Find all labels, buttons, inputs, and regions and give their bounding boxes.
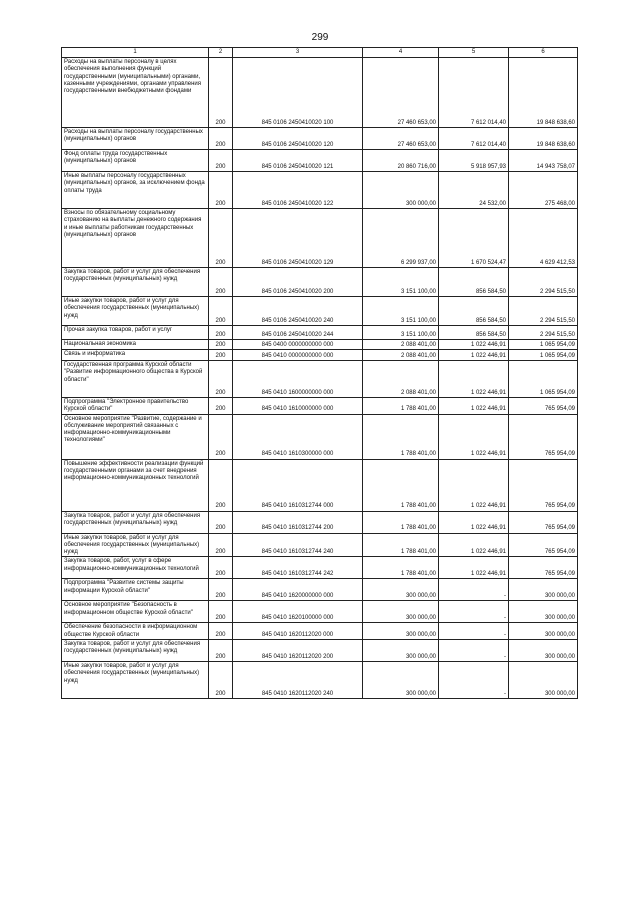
line-code-cell: 200 — [209, 361, 233, 398]
approved-amount-cell: 27 460 653,00 — [363, 58, 439, 128]
approved-amount-cell: 300 000,00 — [363, 640, 439, 662]
executed-amount-cell: - — [439, 662, 509, 699]
table-row — [62, 640, 578, 662]
unexecuted-amount-cell: 300 000,00 — [509, 662, 578, 699]
unexecuted-amount-cell: 300 000,00 — [509, 623, 578, 640]
executed-amount-cell: 24 532,00 — [439, 172, 509, 209]
table-row — [62, 128, 578, 150]
row-name-cell: Повышение эффективности реализации функций государственными органами за счет внедрения информационно-коммуникационных технологий — [62, 459, 209, 511]
row-name-cell: Обеспечение безопасности в информационном обществе Курской области — [62, 623, 209, 640]
line-code-cell: 200 — [209, 640, 233, 662]
unexecuted-amount-cell: 765 954,09 — [509, 414, 578, 459]
executed-amount-cell: 1 022 446,91 — [439, 459, 509, 511]
budget-execution-table — [61, 47, 578, 699]
executed-amount-cell: 856 584,50 — [439, 326, 509, 340]
row-name-cell: Связь и информатика — [62, 350, 209, 361]
table-row — [62, 662, 578, 699]
unexecuted-amount-cell: 2 294 515,50 — [509, 268, 578, 297]
unexecuted-amount-cell: 19 848 638,60 — [509, 128, 578, 150]
executed-amount-cell: 1 022 446,91 — [439, 350, 509, 361]
row-name-cell: Расходы на выплаты персоналу государственных (муниципальных) органов — [62, 128, 209, 150]
approved-amount-cell: 6 299 937,00 — [363, 209, 439, 268]
approved-amount-cell: 1 788 401,00 — [363, 557, 439, 579]
budget-class-code-cell: 845 0400 0000000000 000 — [233, 340, 363, 350]
executed-amount-cell: 1 022 446,91 — [439, 511, 509, 533]
line-code-cell: 200 — [209, 414, 233, 459]
table-row — [62, 58, 578, 128]
line-code-cell: 200 — [209, 579, 233, 601]
row-name-cell: Национальная экономика — [62, 340, 209, 350]
unexecuted-amount-cell: 300 000,00 — [509, 601, 578, 623]
executed-amount-cell: 1 022 446,91 — [439, 557, 509, 579]
table-row — [62, 398, 578, 415]
budget-class-code-cell: 845 0410 1620100000 000 — [233, 601, 363, 623]
row-name-cell: Иные закупки товаров, работ и услуг для обеспечения государственных (муниципальных) нужд — [62, 662, 209, 699]
line-code-cell: 200 — [209, 326, 233, 340]
line-code-cell: 200 — [209, 662, 233, 699]
unexecuted-amount-cell: 4 629 412,53 — [509, 209, 578, 268]
approved-amount-cell: 1 788 401,00 — [363, 398, 439, 415]
table-row — [62, 326, 578, 340]
unexecuted-amount-cell: 300 000,00 — [509, 640, 578, 662]
line-code-cell: 200 — [209, 297, 233, 326]
row-name-cell: Закупка товаров, работ и услуг для обеспечения государственных (муниципальных) нужд — [62, 511, 209, 533]
budget-class-code-cell: 845 0410 0000000000 000 — [233, 350, 363, 361]
approved-amount-cell: 1 788 401,00 — [363, 414, 439, 459]
row-name-cell: Закупка товаров, работ, услуг в сфере информационно-коммуникационных технологий — [62, 557, 209, 579]
line-code-cell: 200 — [209, 557, 233, 579]
line-code-cell: 200 — [209, 533, 233, 557]
executed-amount-cell: - — [439, 640, 509, 662]
row-name-cell: Основное мероприятие "Развитие, содержание и обслуживание мероприятий связанных с информационно-коммуникационными технологиями" — [62, 414, 209, 459]
approved-amount-cell: 300 000,00 — [363, 623, 439, 640]
approved-amount-cell: 300 000,00 — [363, 579, 439, 601]
unexecuted-amount-cell: 765 954,09 — [509, 459, 578, 511]
executed-amount-cell: - — [439, 579, 509, 601]
executed-amount-cell: - — [439, 601, 509, 623]
table-row — [62, 361, 578, 398]
unexecuted-amount-cell: 275 468,00 — [509, 172, 578, 209]
table-row — [62, 340, 578, 350]
row-name-cell: Фонд оплаты труда государственных (муниципальных) органов — [62, 150, 209, 172]
column-header: 6 — [509, 48, 578, 58]
table-header — [62, 48, 578, 58]
executed-amount-cell: 1 022 446,91 — [439, 340, 509, 350]
line-code-cell: 200 — [209, 340, 233, 350]
executed-amount-cell: 856 584,50 — [439, 268, 509, 297]
column-header: 2 — [209, 48, 233, 58]
approved-amount-cell: 1 788 401,00 — [363, 533, 439, 557]
approved-amount-cell: 3 151 100,00 — [363, 326, 439, 340]
table-row — [62, 172, 578, 209]
line-code-cell: 200 — [209, 268, 233, 297]
executed-amount-cell: 7 612 014,40 — [439, 58, 509, 128]
line-code-cell: 200 — [209, 209, 233, 268]
row-name-cell: Иные выплаты персоналу государственных (муниципальных) органов, за исключением фонда оплаты труда — [62, 172, 209, 209]
row-name-cell: Подпрограмма "Развитие системы защиты информации Курской области" — [62, 579, 209, 601]
budget-class-code-cell: 845 0410 1600000000 000 — [233, 361, 363, 398]
budget-class-code-cell: 845 0410 1610312744 000 — [233, 459, 363, 511]
table-row — [62, 511, 578, 533]
row-name-cell: Закупка товаров, работ и услуг для обеспечения государственных (муниципальных) нужд — [62, 640, 209, 662]
budget-class-code-cell: 845 0106 2450410020 129 — [233, 209, 363, 268]
approved-amount-cell: 3 151 100,00 — [363, 297, 439, 326]
budget-class-code-cell: 845 0410 1610312744 200 — [233, 511, 363, 533]
line-code-cell: 200 — [209, 58, 233, 128]
budget-class-code-cell: 845 0410 1620112020 000 — [233, 623, 363, 640]
budget-class-code-cell: 845 0106 2450410020 121 — [233, 150, 363, 172]
table-row — [62, 414, 578, 459]
row-name-cell: Прочая закупка товаров, работ и услуг — [62, 326, 209, 340]
approved-amount-cell: 1 788 401,00 — [363, 511, 439, 533]
approved-amount-cell: 300 000,00 — [363, 662, 439, 699]
budget-class-code-cell: 845 0410 1610300000 000 — [233, 414, 363, 459]
row-name-cell: Основное мероприятие "Безопасность в информационном обществе Курской области" — [62, 601, 209, 623]
executed-amount-cell: 7 612 014,40 — [439, 128, 509, 150]
budget-class-code-cell: 845 0410 1620000000 000 — [233, 579, 363, 601]
table-body — [62, 58, 578, 699]
column-header: 1 — [62, 48, 209, 58]
line-code-cell: 200 — [209, 511, 233, 533]
budget-class-code-cell: 845 0106 2450410020 200 — [233, 268, 363, 297]
line-code-cell: 200 — [209, 398, 233, 415]
budget-class-code-cell: 845 0106 2450410020 240 — [233, 297, 363, 326]
approved-amount-cell: 2 088 401,00 — [363, 361, 439, 398]
budget-class-code-cell: 845 0106 2450410020 244 — [233, 326, 363, 340]
table-row — [62, 579, 578, 601]
executed-amount-cell: 856 584,50 — [439, 297, 509, 326]
unexecuted-amount-cell: 765 954,09 — [509, 398, 578, 415]
row-name-cell: Расходы на выплаты персоналу в целях обеспечения выполнения функций государственными (муниципальными) органами, казенными учреждениями, органами управления государственными внебюджетными фондами — [62, 58, 209, 128]
line-code-cell: 200 — [209, 350, 233, 361]
budget-class-code-cell: 845 0410 1610312744 240 — [233, 533, 363, 557]
line-code-cell: 200 — [209, 623, 233, 640]
executed-amount-cell: 5 918 957,93 — [439, 150, 509, 172]
unexecuted-amount-cell: 765 954,09 — [509, 511, 578, 533]
table-row — [62, 350, 578, 361]
table-row — [62, 150, 578, 172]
unexecuted-amount-cell: 19 848 638,60 — [509, 58, 578, 128]
budget-class-code-cell: 845 0410 1610312744 242 — [233, 557, 363, 579]
approved-amount-cell: 2 088 401,00 — [363, 340, 439, 350]
budget-class-code-cell: 845 0106 2450410020 122 — [233, 172, 363, 209]
table-row — [62, 209, 578, 268]
approved-amount-cell: 3 151 100,00 — [363, 268, 439, 297]
executed-amount-cell: 1 022 446,91 — [439, 398, 509, 415]
budget-class-code-cell: 845 0106 2450410020 100 — [233, 58, 363, 128]
table-row — [62, 623, 578, 640]
approved-amount-cell: 1 788 401,00 — [363, 459, 439, 511]
table-row — [62, 557, 578, 579]
row-name-cell: Государственная программа Курской области "Развитие информационного общества в Курской области" — [62, 361, 209, 398]
budget-class-code-cell: 845 0106 2450410020 120 — [233, 128, 363, 150]
executed-amount-cell: - — [439, 623, 509, 640]
row-name-cell: Иные закупки товаров, работ и услуг для обеспечения государственных (муниципальных) нужд — [62, 533, 209, 557]
column-header: 4 — [363, 48, 439, 58]
column-header: 5 — [439, 48, 509, 58]
unexecuted-amount-cell: 2 294 515,50 — [509, 326, 578, 340]
budget-class-code-cell: 845 0410 1620112020 240 — [233, 662, 363, 699]
table-row — [62, 297, 578, 326]
table-row — [62, 601, 578, 623]
approved-amount-cell: 2 088 401,00 — [363, 350, 439, 361]
line-code-cell: 200 — [209, 459, 233, 511]
table-row — [62, 459, 578, 511]
row-name-cell: Подпрограмма "Электронное правительство Курской области" — [62, 398, 209, 415]
unexecuted-amount-cell: 1 065 954,09 — [509, 340, 578, 350]
approved-amount-cell: 27 460 653,00 — [363, 128, 439, 150]
column-header: 3 — [233, 48, 363, 58]
table-row — [62, 533, 578, 557]
unexecuted-amount-cell: 300 000,00 — [509, 579, 578, 601]
row-name-cell: Иные закупки товаров, работ и услуг для обеспечения государственных (муниципальных) нужд — [62, 297, 209, 326]
line-code-cell: 200 — [209, 601, 233, 623]
column-number-row — [62, 48, 578, 58]
unexecuted-amount-cell: 765 954,09 — [509, 557, 578, 579]
executed-amount-cell: 1 022 446,91 — [439, 533, 509, 557]
line-code-cell: 200 — [209, 150, 233, 172]
budget-class-code-cell: 845 0410 1620112020 200 — [233, 640, 363, 662]
executed-amount-cell: 1 022 446,91 — [439, 414, 509, 459]
budget-class-code-cell: 845 0410 1610000000 000 — [233, 398, 363, 415]
unexecuted-amount-cell: 765 954,09 — [509, 533, 578, 557]
approved-amount-cell: 300 000,00 — [363, 601, 439, 623]
row-name-cell: Закупка товаров, работ и услуг для обеспечения государственных (муниципальных) нужд — [62, 268, 209, 297]
line-code-cell: 200 — [209, 172, 233, 209]
row-name-cell: Взносы по обязательному социальному страхованию на выплаты денежного содержания и иные выплаты работникам государственных (муниципальных) органов — [62, 209, 209, 268]
unexecuted-amount-cell: 1 065 954,09 — [509, 350, 578, 361]
unexecuted-amount-cell: 14 943 758,07 — [509, 150, 578, 172]
executed-amount-cell: 1 022 446,91 — [439, 361, 509, 398]
line-code-cell: 200 — [209, 128, 233, 150]
approved-amount-cell: 300 000,00 — [363, 172, 439, 209]
unexecuted-amount-cell: 2 294 515,50 — [509, 297, 578, 326]
table-row — [62, 268, 578, 297]
executed-amount-cell: 1 670 524,47 — [439, 209, 509, 268]
approved-amount-cell: 20 860 716,00 — [363, 150, 439, 172]
unexecuted-amount-cell: 1 065 954,09 — [509, 361, 578, 398]
page-number: 299 — [311, 32, 329, 43]
